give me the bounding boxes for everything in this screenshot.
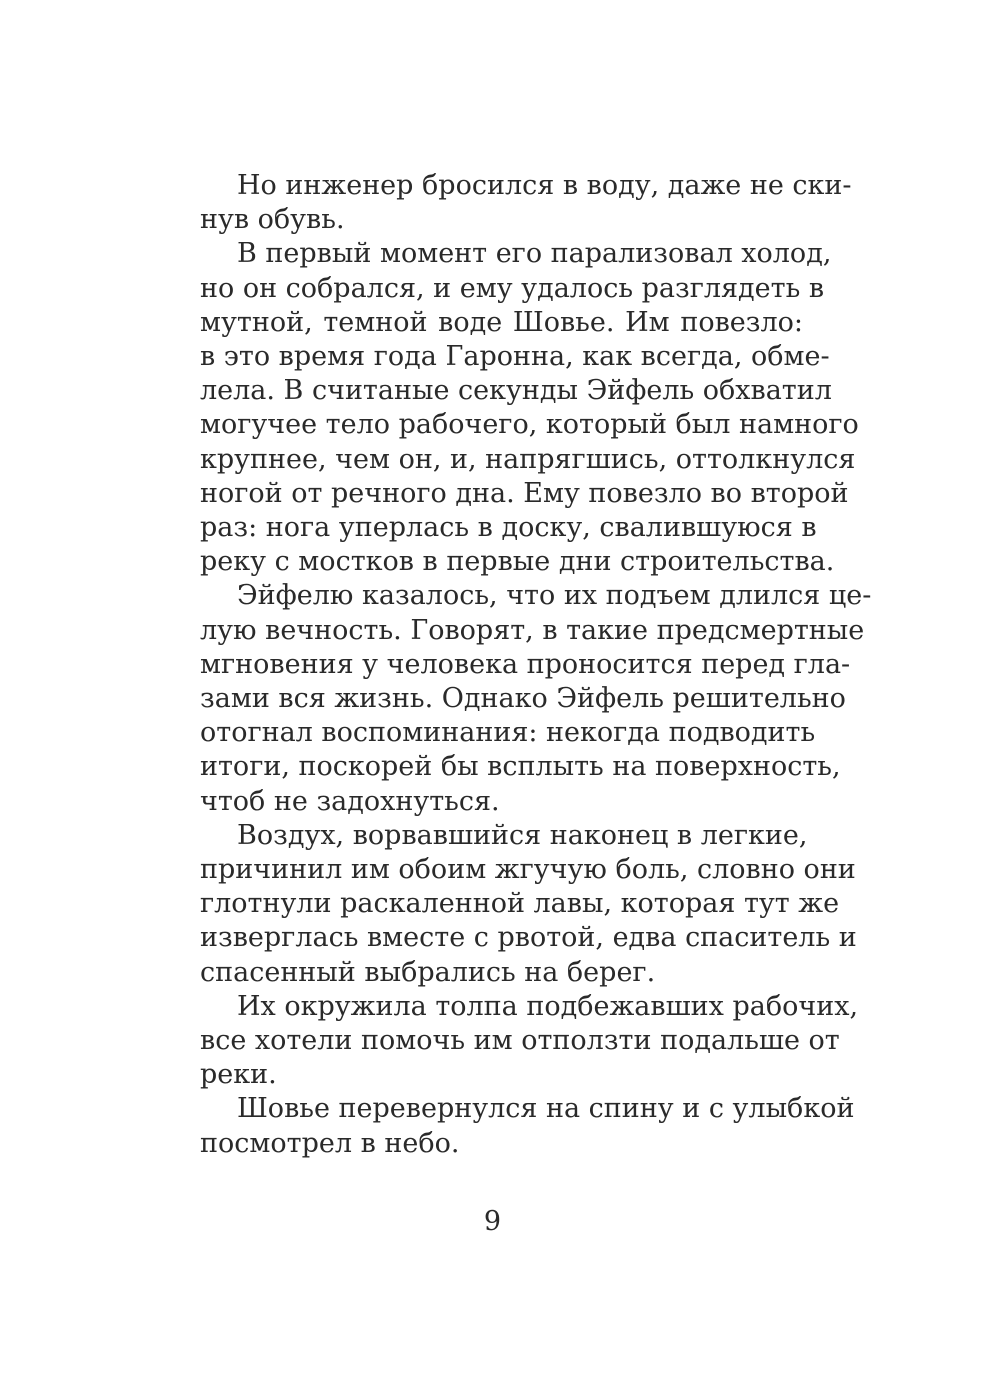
text-line: но он собрался, и ему удалось разглядеть в [200,272,825,304]
body-text [200,169,872,1161]
text-line: все хотели помочь им отползти подальше от [200,1025,840,1057]
text-line: мгновения у человека проносится перед гла- [200,648,851,680]
text-line: чтоб не задохнуться. [200,785,500,817]
text-line: в это время года Гаронна, как всегда, обме- [200,341,830,373]
text-line: причинил им обоим жгучую боль, словно они [200,854,856,886]
text-line: Эйфелю казалось, что их подъем длился це- [237,580,872,612]
text-line: посмотрел в небо. [200,1127,460,1159]
text-line: раз: нога уперлась в доску, свалившуюся в [200,512,817,544]
text-line: реку с мостков в первые дни строительства. [200,546,835,578]
text-line: Шовье перевернулся на спину и с улыбкой [237,1093,855,1125]
text-line: крупнее, чем он, и, напрягшись, оттолкнулся [200,443,856,475]
text-line: отогнал воспоминания: некогда подводить [200,717,816,749]
text-line: зами вся жизнь. Однако Эйфель решительно [200,683,846,715]
page-number: 9 [483,1206,502,1237]
text-line: Воздух, ворвавшийся наконец в легкие, [237,819,808,851]
paragraph-6 [200,1092,855,1160]
text-line: реки. [200,1059,277,1091]
text-line: ногой от речного дна. Ему повезло во второй [200,477,849,509]
paragraph-3 [200,579,872,818]
paragraph-2 [200,237,859,579]
text-line: Их окружила толпа подбежавших рабочих, [237,990,859,1022]
text-line: могучее тело рабочего, который был намного [200,409,859,441]
paragraph-5 [200,990,859,1093]
text-line: В первый момент его парализовал холод, [237,238,832,270]
paragraph-4 [200,819,857,990]
text-line: глотнули раскаленной лавы, которая тут же [200,888,840,920]
text-line: спасенный выбрались на берег. [200,956,656,988]
paragraph-1 [200,169,852,237]
text-line: лую вечность. Говорят, в такие предсмертные [200,614,865,646]
text-line: Но инженер бросился в воду, даже не ски- [237,170,852,201]
text-line: итоги, поскорей бы всплыть на поверхность, [200,751,841,783]
text-line: изверглась вместе с рвотой, едва спаситель и [200,922,857,954]
text-line: мутной, темной воде Шовье. Им повезло: [200,306,803,338]
text-line: нув обувь. [200,204,345,236]
text-line: лела. В считаные секунды Эйфель обхватил [200,375,832,407]
